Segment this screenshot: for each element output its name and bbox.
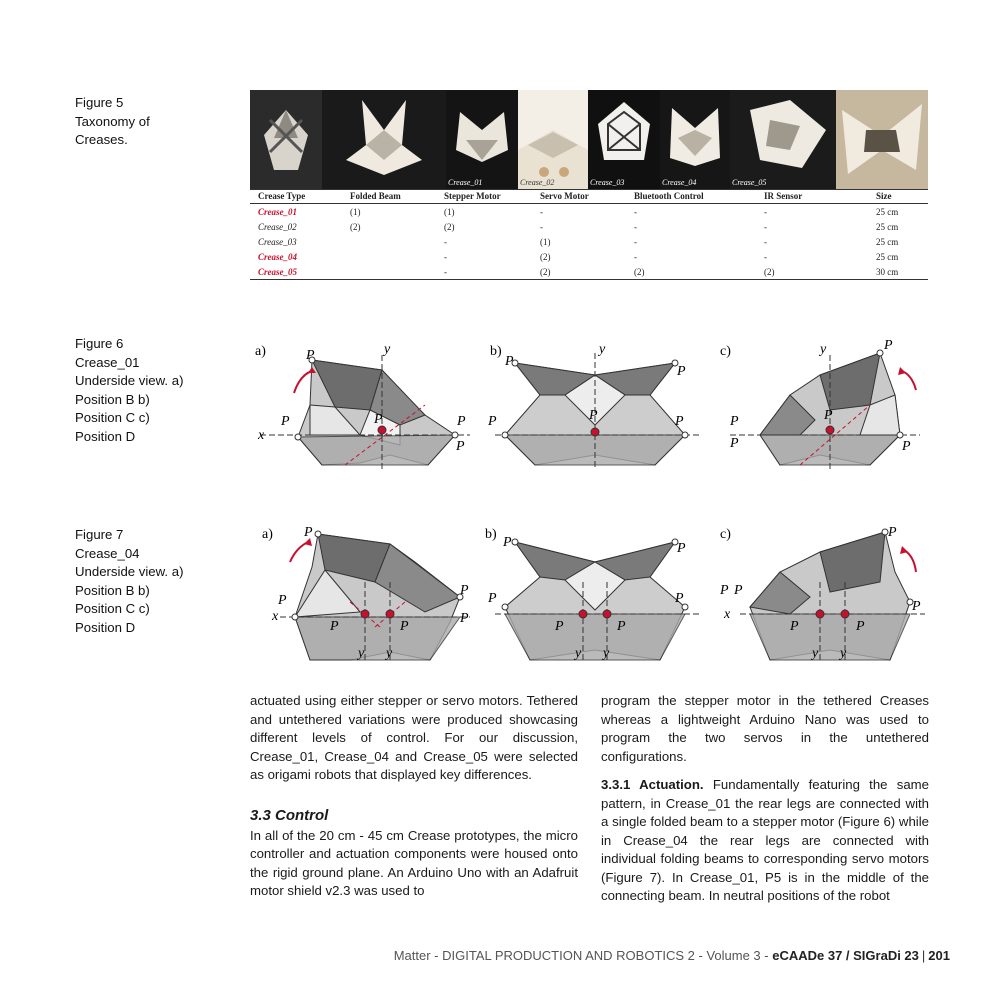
table-cell: (2) bbox=[626, 264, 756, 280]
crease-taxonomy-table bbox=[250, 189, 928, 280]
table-cell: (2) bbox=[756, 264, 868, 280]
column-header: IR Sensor bbox=[756, 190, 868, 204]
svg-text:P: P bbox=[304, 525, 313, 540]
table-cell: (2) bbox=[532, 264, 626, 280]
column-header: Size bbox=[868, 190, 928, 204]
panel-label: c) bbox=[720, 527, 731, 542]
body-paragraph: program the stepper motor in the tethered Creases whereas a lightweight Arduino Nano was used to program the two servos in the untethered configurations. bbox=[601, 693, 929, 764]
caption-line: Figure 5 bbox=[75, 95, 124, 110]
left-column bbox=[250, 692, 578, 901]
svg-text:P: P bbox=[730, 436, 739, 451]
caption-line: Position C c) bbox=[75, 601, 150, 616]
svg-text:P: P bbox=[824, 408, 833, 423]
table-cell: - bbox=[764, 236, 767, 247]
table-cell: - bbox=[540, 221, 543, 232]
footer-conference: eCAADe 37 / SIGraDi 23 bbox=[772, 948, 919, 963]
table-cell: 25 cm bbox=[876, 236, 899, 247]
table-cell: - bbox=[444, 251, 447, 262]
svg-text:P: P bbox=[503, 535, 512, 550]
svg-text:P: P bbox=[902, 439, 911, 454]
table-cell: 25 cm bbox=[876, 221, 899, 232]
svg-text:P: P bbox=[856, 619, 865, 634]
svg-text:y: y bbox=[358, 646, 365, 661]
table-cell: (2) bbox=[540, 251, 551, 262]
column-header: Folded Beam bbox=[342, 190, 436, 204]
body-text: Fundamentally featuring the same pattern, in Crease_01 the rear legs are connected with a single folded beam to a stepper motor (Figure 6) while in Crease_04 the rear legs are connected with individual folding beams to corresponding servo motors (Figure 7). In Crease_01, P5 is in the middle of the connecting beam. In neutral positions of the robot bbox=[601, 777, 930, 903]
figure6-diagram bbox=[250, 335, 940, 475]
svg-text:y: y bbox=[603, 646, 610, 661]
subsection-heading: 3.3.1 Actuation. bbox=[601, 777, 704, 792]
figure7-diagram bbox=[250, 522, 940, 667]
svg-text:P: P bbox=[677, 364, 686, 379]
svg-text:P: P bbox=[720, 583, 729, 598]
table-cell bbox=[342, 264, 436, 280]
column-header: Bluetooth Control bbox=[626, 190, 756, 204]
figure5-photo-strip bbox=[250, 90, 928, 189]
column-header: Crease Type bbox=[250, 190, 342, 204]
table-row bbox=[250, 219, 928, 234]
caption-line: Figure 7 bbox=[75, 527, 124, 542]
crease-photo bbox=[730, 90, 836, 189]
figure6-caption bbox=[75, 335, 235, 446]
figure7-caption bbox=[75, 526, 235, 637]
column-header: Servo Motor bbox=[532, 190, 626, 204]
svg-text:P: P bbox=[555, 619, 564, 634]
svg-text:P: P bbox=[734, 583, 743, 598]
svg-text:x: x bbox=[272, 609, 279, 624]
svg-text:x: x bbox=[258, 428, 265, 443]
table-cell: - bbox=[634, 236, 637, 247]
svg-text:y: y bbox=[575, 646, 582, 661]
table-cell: 25 cm bbox=[876, 206, 899, 217]
svg-text:P: P bbox=[912, 599, 921, 614]
caption-line: Underside view. a) bbox=[75, 564, 184, 579]
table-cell: (1) bbox=[444, 206, 455, 217]
crease-type-cell: Crease_01 bbox=[258, 206, 297, 217]
table-cell: (1) bbox=[350, 206, 361, 217]
svg-text:P: P bbox=[488, 591, 497, 606]
table-row bbox=[250, 204, 928, 220]
table-cell: (2) bbox=[350, 221, 361, 232]
right-column bbox=[601, 692, 929, 906]
caption-line: Position C c) bbox=[75, 410, 150, 425]
figure5-caption bbox=[75, 94, 235, 150]
table-row bbox=[250, 249, 928, 264]
svg-text:P: P bbox=[400, 619, 409, 634]
table-cell: - bbox=[436, 264, 532, 280]
svg-text:P: P bbox=[374, 412, 383, 427]
svg-text:P: P bbox=[306, 348, 315, 363]
svg-text:P: P bbox=[790, 619, 799, 634]
table-cell: - bbox=[764, 221, 767, 232]
photo-label: Crease_01 bbox=[448, 178, 483, 187]
photo-label: Crease_03 bbox=[590, 178, 625, 187]
photo-label: Crease_04 bbox=[662, 178, 697, 187]
caption-line: Taxonomy of bbox=[75, 113, 150, 129]
caption-line: Figure 6 bbox=[75, 336, 124, 351]
photo-label: Crease_02 bbox=[520, 178, 555, 187]
table-cell bbox=[342, 249, 436, 264]
panel-label: a) bbox=[262, 527, 273, 542]
table-cell: - bbox=[634, 221, 637, 232]
table-cell: - bbox=[634, 206, 637, 217]
svg-text:P: P bbox=[884, 338, 893, 353]
caption-line: Crease_01 bbox=[75, 354, 140, 370]
svg-text:P: P bbox=[457, 414, 466, 429]
crease-type-cell: Crease_04 bbox=[258, 251, 297, 262]
caption-line: Position B b) bbox=[75, 391, 150, 407]
svg-text:y: y bbox=[599, 342, 606, 357]
svg-text:P: P bbox=[330, 619, 339, 634]
svg-text:P: P bbox=[456, 439, 465, 454]
svg-text:P: P bbox=[888, 525, 897, 540]
crease-photo bbox=[250, 90, 322, 189]
svg-text:P: P bbox=[488, 414, 497, 429]
svg-text:P: P bbox=[730, 414, 739, 429]
svg-text:P: P bbox=[675, 591, 684, 606]
footer-separator: | bbox=[921, 948, 926, 963]
table-row bbox=[250, 264, 928, 280]
svg-text:x: x bbox=[724, 607, 731, 622]
caption-line: Underside view. a) bbox=[75, 373, 184, 388]
photo-label: Crease_05 bbox=[732, 178, 767, 187]
panel-label: c) bbox=[720, 344, 731, 359]
caption-line: Creases. bbox=[75, 132, 128, 147]
crease-photo bbox=[322, 90, 446, 189]
table-cell: 30 cm bbox=[868, 264, 928, 280]
caption-line: Position B b) bbox=[75, 582, 150, 598]
svg-text:y: y bbox=[840, 646, 847, 661]
table-cell: (2) bbox=[444, 221, 455, 232]
body-paragraph: In all of the 20 cm - 45 cm Crease prototypes, the micro controller and actuation components were housed onto the rigid ground plane. An Arduino Uno with an Adafruit motor shield v2.3 was used to bbox=[250, 827, 578, 898]
crease-photo bbox=[660, 90, 730, 189]
caption-line: Position D bbox=[75, 428, 136, 444]
svg-text:P: P bbox=[460, 611, 469, 626]
crease-photo bbox=[446, 90, 518, 189]
body-paragraph: actuated using either stepper or servo motors. Tethered and untethered variations were produced showcasing different levels of control. For our discussion, Crease_01, Crease_04 and Crease_05 were selected as origami robots that displayed key differences. bbox=[250, 693, 578, 782]
svg-text:P: P bbox=[675, 414, 684, 429]
caption-line: Position D bbox=[75, 619, 136, 635]
footer-section: Matter - DIGITAL PRODUCTION AND ROBOTICS 2 - Volume 3 - bbox=[393, 948, 773, 963]
panel-label: a) bbox=[255, 344, 266, 359]
svg-text:P: P bbox=[505, 354, 514, 369]
table-cell: 25 cm bbox=[876, 251, 899, 262]
crease-type-cell: Crease_05 bbox=[250, 264, 342, 280]
section-heading: 3.3 Control bbox=[250, 806, 329, 824]
body-paragraph bbox=[601, 776, 929, 906]
table-cell bbox=[342, 234, 436, 249]
table-row bbox=[250, 234, 928, 249]
crease-photo bbox=[836, 90, 928, 189]
svg-text:P: P bbox=[460, 583, 469, 598]
svg-text:P: P bbox=[617, 619, 626, 634]
svg-text:y: y bbox=[812, 646, 819, 661]
panel-label: b) bbox=[490, 344, 502, 359]
table-header-row bbox=[250, 190, 928, 204]
table-cell: - bbox=[634, 251, 637, 262]
crease-photo bbox=[588, 90, 660, 189]
table-cell: - bbox=[540, 206, 543, 217]
caption-line: Crease_04 bbox=[75, 545, 140, 561]
table-cell: - bbox=[764, 251, 767, 262]
crease-type-cell: Crease_03 bbox=[258, 236, 297, 247]
svg-text:y: y bbox=[386, 646, 393, 661]
table-cell: - bbox=[444, 236, 447, 247]
svg-text:P: P bbox=[677, 541, 686, 556]
table-cell: - bbox=[764, 206, 767, 217]
panel-label: b) bbox=[485, 527, 497, 542]
svg-text:P: P bbox=[281, 414, 290, 429]
column-header: Stepper Motor bbox=[436, 190, 532, 204]
table-cell: (1) bbox=[540, 236, 551, 247]
page-number: 201 bbox=[928, 948, 950, 963]
crease-type-cell: Crease_02 bbox=[258, 221, 297, 232]
svg-text:P: P bbox=[589, 408, 598, 423]
svg-text:P: P bbox=[278, 593, 287, 608]
page-footer bbox=[394, 948, 950, 963]
svg-text:y: y bbox=[384, 342, 391, 357]
crease-photo bbox=[518, 90, 588, 189]
svg-text:y: y bbox=[820, 342, 827, 357]
